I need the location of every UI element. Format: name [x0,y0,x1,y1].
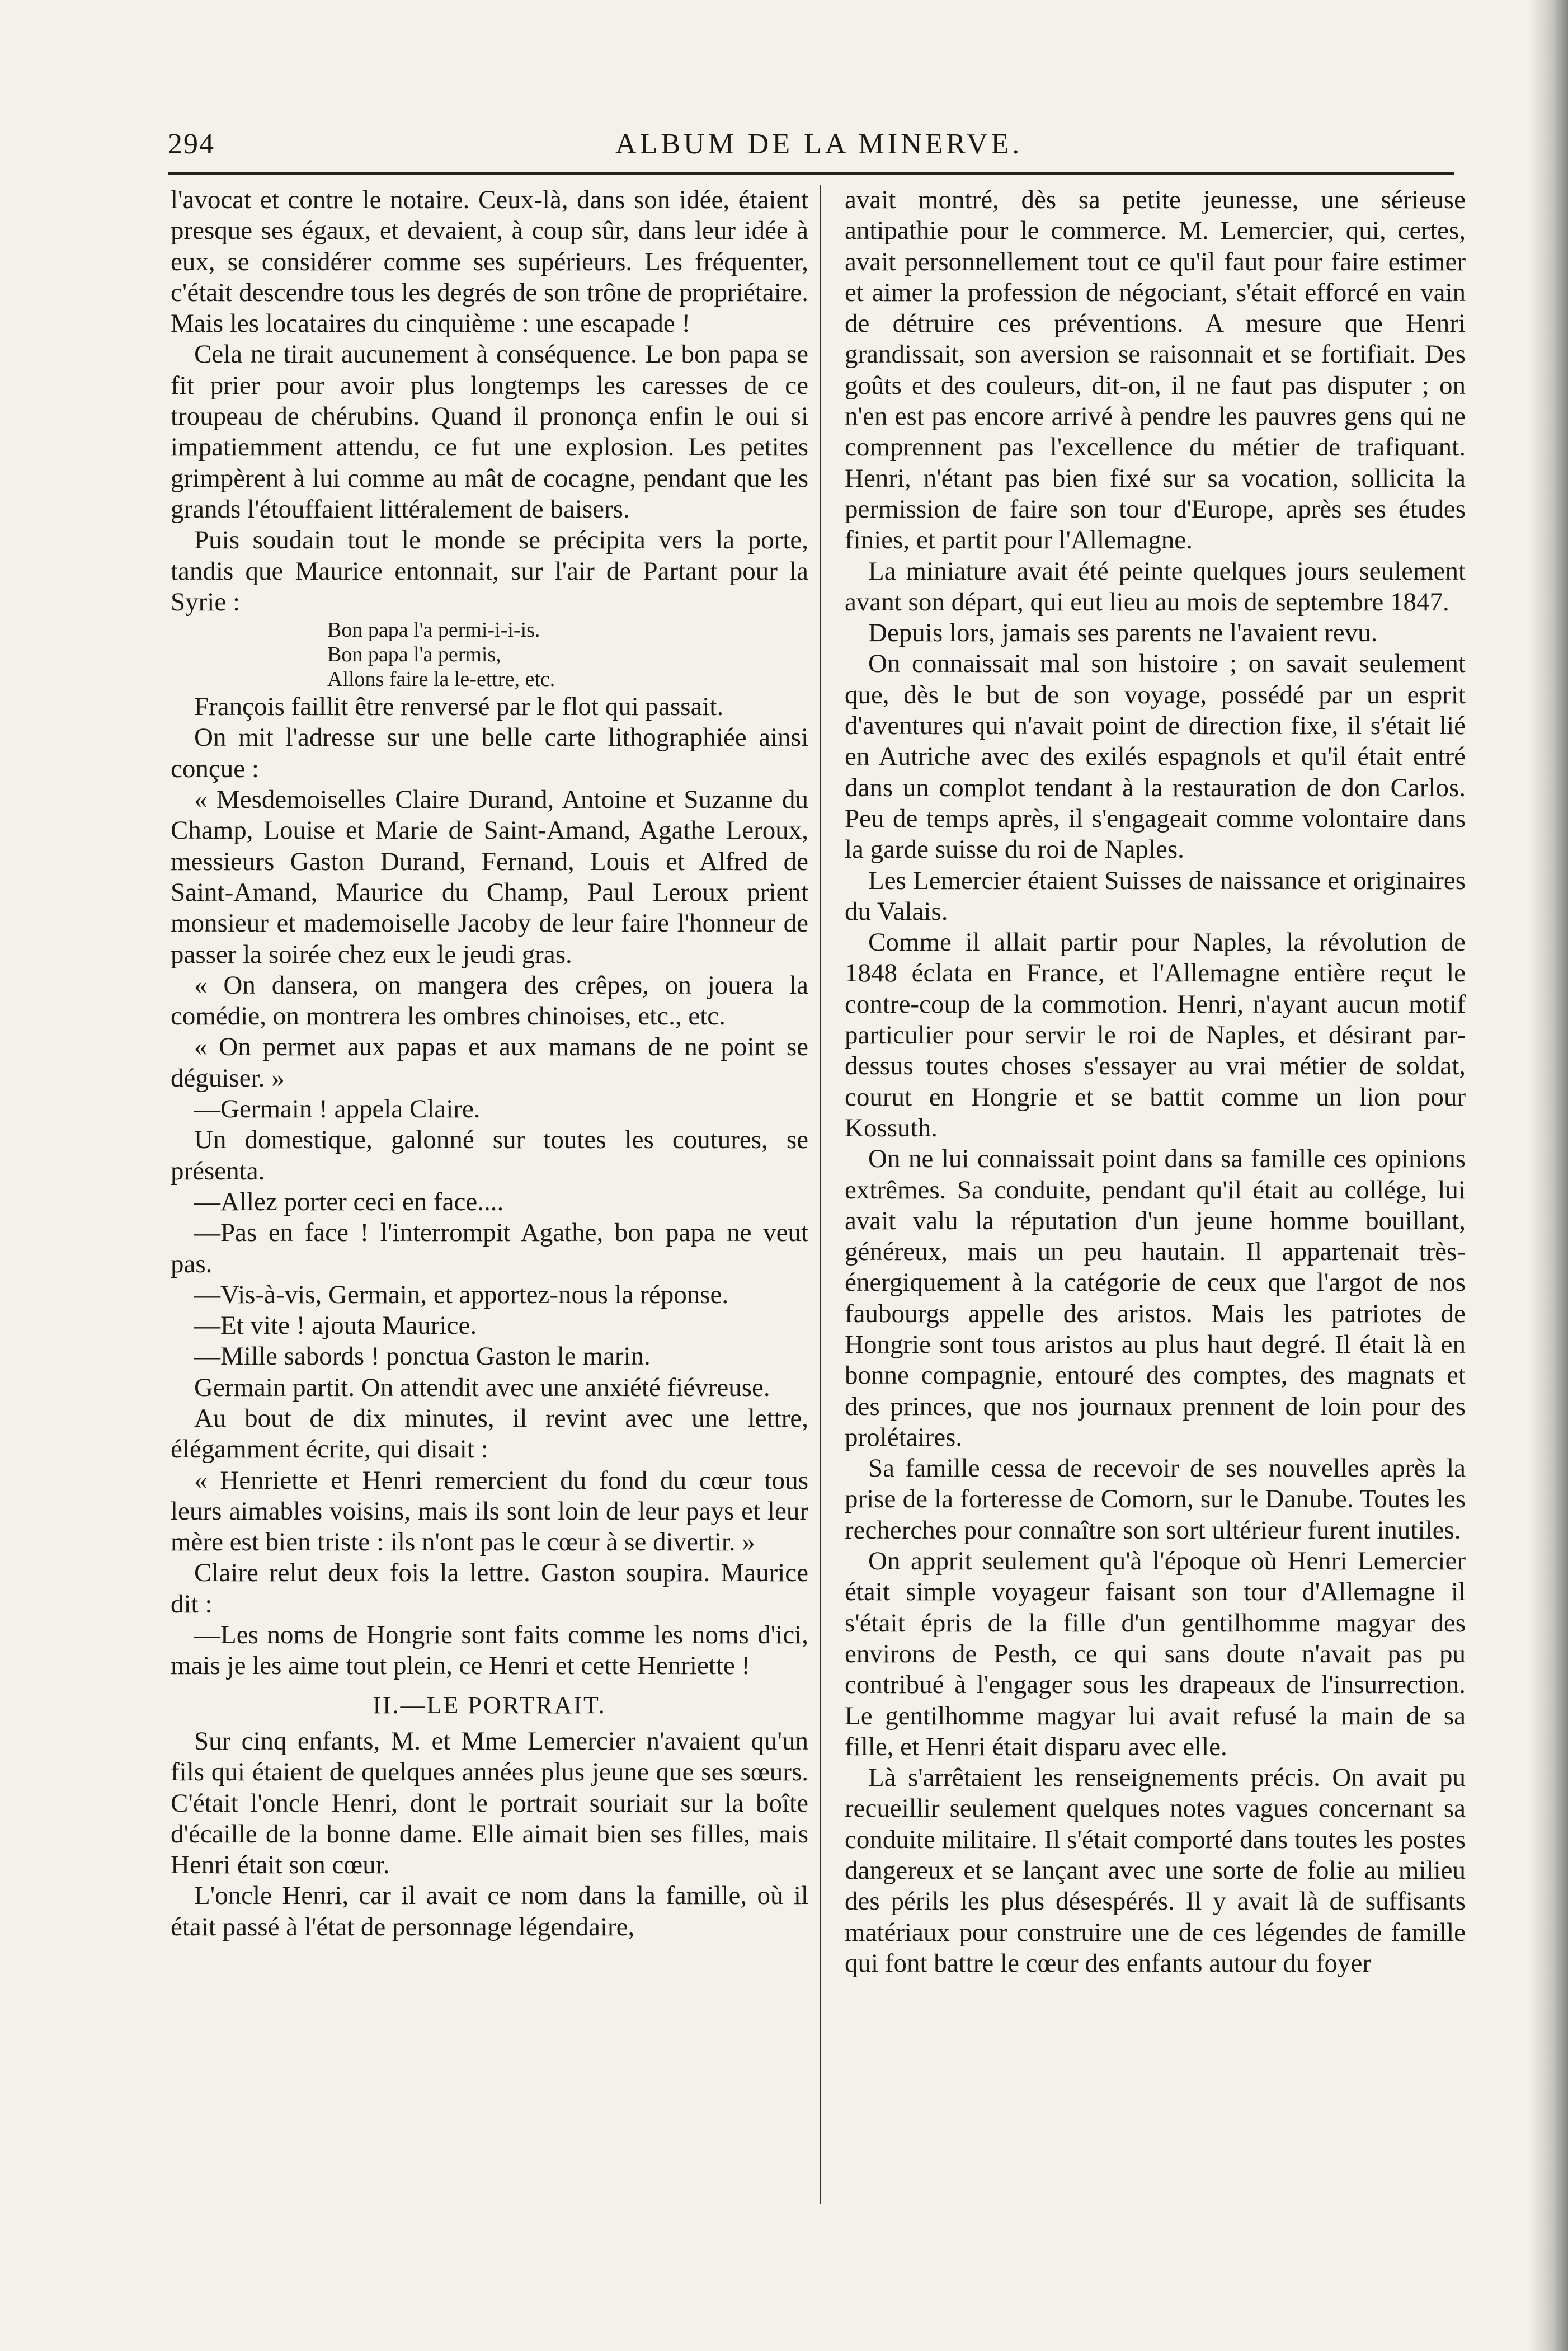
paragraph: On apprit seulement qu'à l'époque où Henri Lemercier était simple voyageur faisant son tour d'Allemagne il s'était épris de la fille d'un gentilhomme magyar des environs de Pesth, ce qui sans doute n'avait pas pu contribué à l'engager sous les drapeaux de l'insurrection. Le gentilhomme magyar lui avait refusé la main de sa fille, et Henri était disparu avec elle. [845,1546,1466,1761]
verse-line: Bon papa l'a permi-i-i-is. [327,618,540,642]
paragraph: —Allez porter ceci en face.... [194,1187,504,1216]
paragraph: Sur cinq enfants, M. et Mme Lemercier n'avaient qu'un fils qui étaient de quelques années plus jeune que ses sœurs. C'était l'oncle Henri, dont le portrait souriait sur la boîte d'écaille de la bonne dame. Elle aimait bien ses filles, mais Henri était son cœur. [171,1726,808,1880]
verse-block [327,618,808,692]
paragraph: « On permet aux papas et aux mamans de ne point se déguiser. » [171,1032,808,1093]
paragraph: Puis soudain tout le monde se précipita vers la porte, tandis que Maurice entonnait, sur l'air de Partant pour la Syrie : [171,525,808,617]
paragraph: —Vis-à-vis, Germain, et apportez-nous la réponse. [194,1280,729,1309]
section-heading: II.—LE PORTRAIT. [373,1691,606,1719]
paragraph: —Et vite ! ajouta Maurice. [194,1311,477,1341]
paragraph: On ne lui connaissait point dans sa famille ces opinions extrêmes. Sa conduite, pendant qu'il était au collége, lui avait valu la réputation d'un jeune homme bouillant, généreux, mais un peu hautain. Il appartenait très-énergiquement à la catégorie de ceux que l'argot de nos faubourgs appelle des aristos. Mais les patriotes de Hongrie sont tous aristos au plus haut degré. Il était là en bonne compagnie, entouré des comptes, des magnats et des princes, que nos journaux prennent de loin pour des prolétaires. [845,1144,1466,1452]
paragraph: Là s'arrêtaient les renseignements précis. On avait pu recueillir seulement quelques notes vagues concernant sa conduite militaire. Il s'était comporté dans toutes les postes dangereux et se lançant avec une sorte de folie au milieu des périls les plus désespérés. Il y avait là de suffisants matériaux pour construire une de ces légendes de famille qui font battre le cœur des enfants autour du foyer [845,1763,1466,1978]
paragraph: On mit l'adresse sur une belle carte lithographiée ainsi conçue : [171,723,808,783]
page-number: 294 [168,128,215,160]
paragraph: Depuis lors, jamais ses parents ne l'avaient revu. [868,618,1378,648]
verse-line: Bon papa l'a permis, [327,643,501,667]
paragraph: On connaissait mal son histoire ; on savait seulement que, dès le but de son voyage, possédé par un esprit d'aventures qui n'avait point de direction fixe, il s'était lié en Autriche avec des exilés espagnols et qu'il était entré dans un complot tendant à la restauration de don Carlos. Peu de temps après, il s'engageait comme volontaire dans la garde suisse du roi de Naples. [845,649,1466,864]
paragraph: Claire relut deux fois la lettre. Gaston soupira. Maurice dit : [171,1558,808,1619]
column-divider [820,185,821,2204]
paragraph: « Mesdemoiselles Claire Durand, Antoine et Suzanne du Champ, Louise et Marie de Saint-Amand, Agathe Leroux, messieurs Gaston Durand, Fernand, Louis et Alfred de Saint-Amand, Maurice du Champ, Paul Leroux prient monsieur et mademoiselle Jacoby de leur faire l'honneur de passer la soirée chez eux le jeudi gras. [171,785,808,969]
paragraph: —Les noms de Hongrie sont faits comme les noms d'ici, mais je les aime tout plein, ce Henri et cette Henriette ! [171,1620,808,1681]
running-title: ALBUM DE LA MINERVE. [615,128,1023,160]
paragraph: Comme il allait partir pour Naples, la révolution de 1848 éclata en France, et l'Allemagne entière reçut le contre-coup de la commotion. Henri, n'ayant aucun motif particulier pour servir le roi de Naples, et désirant par-dessus toutes choses s'essayer au vrai métier de soldat, courut en Hongrie et se battit comme un lion pour Kossuth. [845,928,1466,1142]
paragraph: Sa famille cessa de recevoir de ses nouvelles après la prise de la forteresse de Comorn, sur le Danube. Toutes les recherches pour connaître son sort ultérieur furent inutiles. [845,1454,1466,1545]
paragraph: Cela ne tirait aucunement à conséquence. Le bon papa se fit prier pour avoir plus longtemps les caresses de ce troupeau de chérubins. Quand il prononça enfin le oui si impatiemment attendu, ce fut une explosion. Les petites grimpèrent à lui comme au mât de cocagne, pendant que les grands l'étouffaient littéralement de baisers. [171,340,808,524]
paragraph: l'avocat et contre le notaire. Ceux-là, dans son idée, étaient presque ses égaux, et devaient, à coup sûr, dans leur idée à eux, se considérer comme ses supérieurs. Les fréquenter, c'était descendre tous les degrés de son trône de propriétaire. Mais les locataires du cinquième : une escapade ! [171,185,808,338]
left-column [171,185,808,1943]
paragraph: La miniature avait été peinte quelques jours seulement avant son départ, qui eut lieu au mois de septembre 1847. [845,556,1466,617]
header-rule [168,172,1454,175]
paragraph: Au bout de dix minutes, il revint avec une lettre, élégamment écrite, qui disait : [171,1403,808,1464]
paragraph: —Pas en face ! l'interrompit Agathe, bon papa ne veut pas. [171,1218,808,1278]
paragraph: L'oncle Henri, car il avait ce nom dans la famille, où il était passé à l'état de personnage légendaire, [171,1881,808,1941]
paragraph: —Germain ! appela Claire. [194,1094,481,1124]
paragraph: « On dansera, on mangera des crêpes, on jouera la comédie, on montrera les ombres chinoises, etc., etc. [171,970,808,1031]
paragraph: François faillit être renversé par le flot qui passait. [194,692,724,722]
paragraph: —Mille sabords ! ponctua Gaston le marin. [194,1342,651,1371]
page-header [168,128,1454,167]
paragraph: Les Lemercier étaient Suisses de naissance et originaires du Valais. [845,866,1466,926]
paragraph: Germain partit. On attendit avec une anxiété fiévreuse. [194,1372,770,1402]
paragraph: Un domestique, galonné sur toutes les coutures, se présenta. [171,1125,808,1186]
verse-line: Allons faire la le-ettre, etc. [327,667,555,692]
right-column [845,185,1466,1979]
page-edge-shadow [1529,0,1568,2351]
paragraph: « Henriette et Henri remercient du fond du cœur tous leurs aimables voisins, mais ils sont loin de leur pays et leur mère est bien triste : ils n'ont pas le cœur à se divertir. » [171,1465,808,1557]
paragraph: avait montré, dès sa petite jeunesse, une sérieuse antipathie pour le commerce. M. Lemercier, qui, certes, avait personnellement tout ce qu'il faut pour faire estimer et aimer la profession de négociant, s'était efforcé en vain de détruire ces préventions. A mesure que Henri grandissait, son aversion se raisonnait et se fortifiait. Des goûts et des couleurs, dit-on, il ne faut pas disputer ; on n'en est pas encore arrivé à pendre les pauvres gens qui ne comprennent pas l'excellence du métier de trafiquant. Henri, n'étant pas bien fixé sur sa vocation, sollicita la permission de faire son tour d'Europe, après ses études finies, et partit pour l'Allemagne. [845,185,1466,555]
